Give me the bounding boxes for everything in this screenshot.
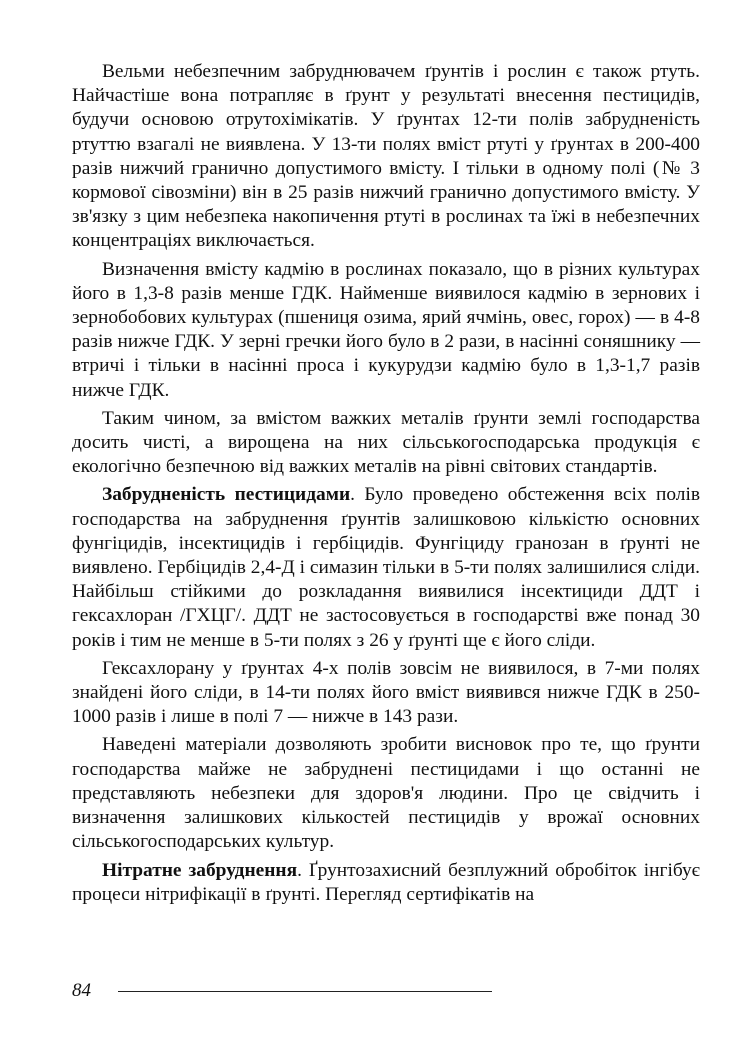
page-number: 84 [72, 980, 91, 1001]
paragraph-text: Таким чином, за вмістом важких металів ґрунти землі господарства досить чисті, а вирощена на них сільськогосподарська продукція є екологічно безпечною від важких металів на рівні світових стандартів. [72, 407, 700, 478]
body-text [72, 60, 700, 911]
section-heading-nitrates: Нітратне забруднення [102, 859, 298, 881]
paragraph-cadmium [72, 258, 700, 403]
paragraph-text: . Було проведено обстеження всіх полів господарства на забруднення ґрунтів залишковою кількістю основних фунгіцидів, інсектицидів і гербіцидів. Фунгіциду гранозан в ґрунті не виявлено. Гербіцидів 2,4-Д і симазин тільки в 5-ти полях залишилися сліди. Найбільш стійкими до розкладання виявилися інсектициди ДДТ і гексахлоран /ГХЦГ/. ДДТ не застосовується в господарстві вже понад 30 років і тим не менше в 5-ти полях з 26 у ґрунті ще є його сліди. [72, 484, 701, 651]
footer-rule [118, 991, 492, 992]
paragraph-hexachloran [72, 657, 700, 730]
page-footer [72, 980, 492, 1004]
paragraph-pesticides-conclusion [72, 733, 700, 854]
paragraph-text: Наведені матеріали дозволяють зробити висновок про те, що ґрунти господарства майже не забруднені пестицидами і що останні не представляють небезпеки для здоров'я людини. Про це свідчить і визначення залишкових кількостей пестицидів у врожаї основних сільськогосподарських культур. [72, 734, 700, 853]
paragraph-nitrates [72, 859, 700, 907]
paragraph-mercury [72, 60, 700, 254]
paragraph-text: Визначення вмісту кадмію в рослинах показало, що в різних культурах його в 1,3-8 разів менше ГДК. Найменше виявилося кадмію в зернових і зернобобових культурах (пшениця озима, ярий ячмінь, овес, горох) — в 4-8 разів нижче ГДК. У зерні гречки його було в 2 рази, в насінні соняшнику — втричі і тільки в насінні проса і кукурудзи кадмію було в 1,3-1,7 разів нижче ГДК. [72, 258, 700, 401]
paragraph-text: Вельми небезпечним забруднювачем ґрунтів і рослин є також ртуть. Найчастіше вона потрапляє в ґрунт у результаті внесення пестицидів, будучи основою отрутохімікатів. У ґрунтах 12-ти полів забрудненість ртуттю взагалі не виявлена. У 13-ти полях вміст ртуті у ґрунтах в 200-400 разів нижчий гранично допустимого вмісту. І тільки в одному полі (№ 3 кормової сівозміни) він в 25 разів нижчий гранично допустимого вмісту. У зв'язку з цим небезпека накопичення ртуті в рослинах та їжі в небезпечних концентраціях виключається. [72, 61, 700, 252]
paragraph-pesticides [72, 483, 700, 652]
paragraph-text: Гексахлорану у ґрунтах 4-х полів зовсім не виявилося, в 7-ми полях знайдені його сліди, в 14-ти полях його вміст виявився нижче ГДК в 250-1000 разів і лише в полі 7 — нижче в 143 рази. [72, 657, 700, 728]
section-heading-pesticides: Забрудненість пестицидами [102, 484, 351, 506]
paragraph-text: . Ґрунтозахисний безплужний обробіток інгібує процеси нітрифікації в ґрунті. Перегляд сертифікатів на [72, 859, 700, 905]
paragraph-heavy-metals-conclusion [72, 407, 700, 480]
